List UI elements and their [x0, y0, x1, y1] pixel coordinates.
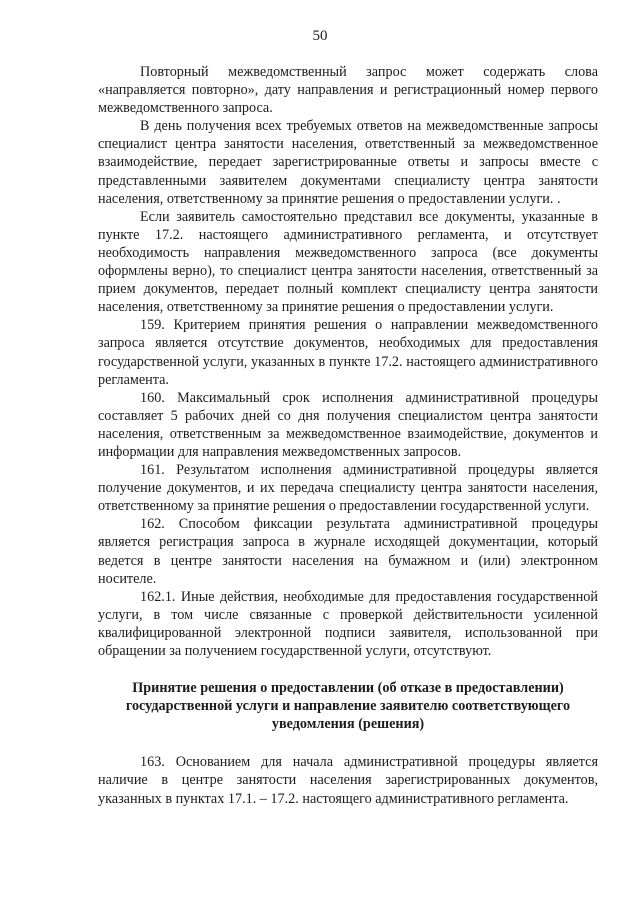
section-heading-line-1: Принятие решения о предоставлении (об отказе в предоставлении)	[132, 680, 564, 697]
paragraph-163: 163. Основанием для начала административной процедуры является наличие в центре занятости населения зарегистрированных документов, указанных в пунктах 17.1. – 17.2. настоящего административного регламента.	[98, 754, 598, 807]
paragraph-self-submitted-documents: Если заявитель самостоятельно представил все документы, указанные в пункте 17.2. настоящего административного регламента, и отсутствует необходимость направления межведомственного запроса (все документы оформлены верно), то специалист центра занятости населения, ответственный за прием документов, передает полный комплект специалисту центра занятости населения, ответственному за принятие решения о предоставлении услуги.	[98, 208, 598, 316]
paragraph-responses-received: В день получения всех требуемых ответов на межведомственные запросы специалист центра занятости населения, ответственный за межведомственное взаимодействие, передает зарегистрированные ответы и запросы вместе с представленными заявителем документами специалисту центра занятости населения, ответственному за принятие решения о предоставлении услуги. .	[98, 118, 598, 207]
document-body	[98, 63, 598, 808]
paragraph-159: 159. Критерием принятия решения о направлении межведомственного запроса является отсутствие документов, необходимых для предоставления государственной услуги, указанных в пункте 17.2. настоящего административного регламента.	[98, 317, 598, 388]
paragraph-160: 160. Максимальный срок исполнения административной процедуры составляет 5 рабочих дней со дня получения специалистом центра занятости населения, ответственным за межведомственное взаимодействие, документов и информации для направления межведомственных запросов.	[98, 389, 598, 460]
section-heading-line-2: государственной услуги и направление заявителю соответствующего	[125, 698, 571, 715]
section-heading-line-3: уведомления (решения)	[271, 716, 425, 733]
paragraph-162-1: 162.1. Иные действия, необходимые для предоставления государственной услуги, в том числе связанные с проверкой действительности усиленной квалифицированной электронной подписи заявителя, использованной при обращении за получением государственной услуги, отсутствуют.	[98, 588, 598, 659]
paragraph-repeat-request: Повторный межведомственный запрос может содержать слова «направляется повторно», дату направления и регистрационный номер первого межведомственного запроса.	[98, 64, 598, 117]
paragraph-162: 162. Способом фиксации результата административной процедуры является регистрация запроса в журнале исходящей документации, который ведется в центре занятости населения на бумажном и (или) электронном носителе.	[98, 516, 598, 587]
section-heading	[98, 679, 598, 733]
page-number: 50	[312, 28, 328, 44]
paragraph-161: 161. Результатом исполнения административной процедуры является получение документов, и их передача специалисту центра занятости населения, ответственному за принятие решения о предоставлении государственной услуги.	[98, 462, 598, 515]
